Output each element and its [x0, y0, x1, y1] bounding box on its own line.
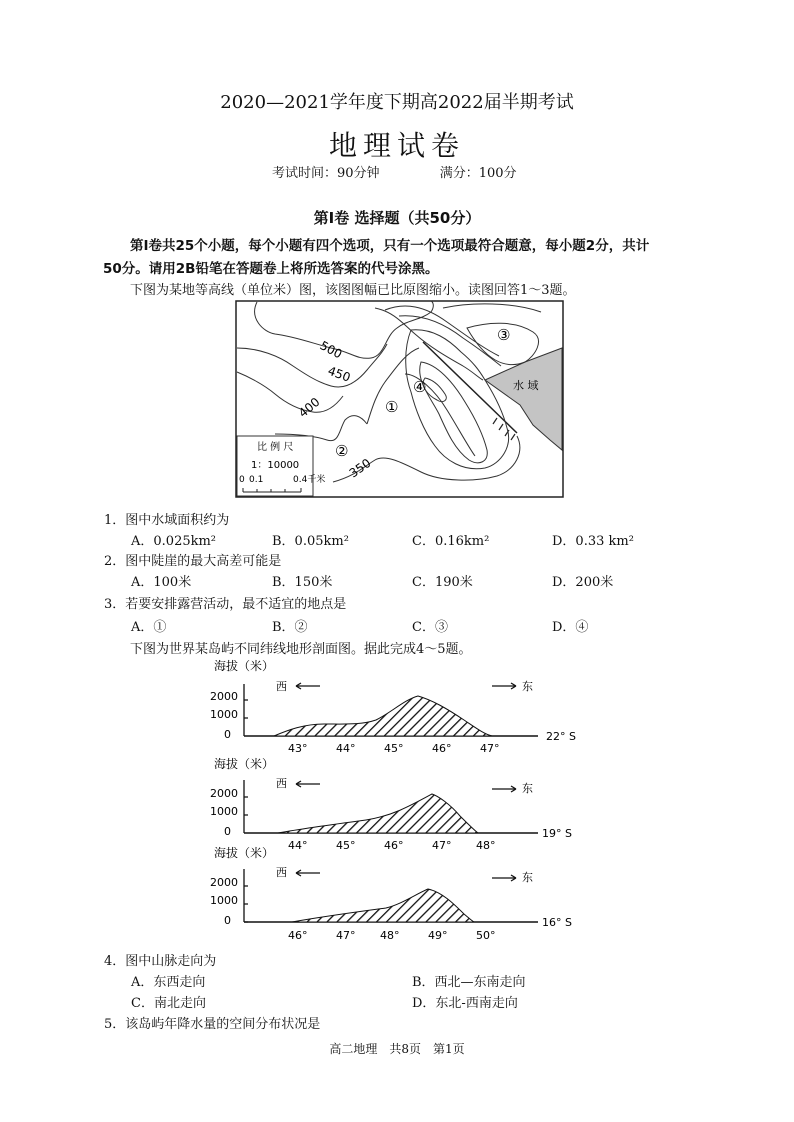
east-label: 东 — [522, 871, 533, 884]
xtick: 44° — [336, 742, 356, 755]
ytick-1000: 1000 — [210, 894, 238, 907]
marker-2: ② — [335, 442, 349, 460]
scale-tick-0: 0 — [239, 475, 245, 485]
marker-4: ④ — [413, 378, 427, 396]
instructions-line1: 第Ⅰ卷共25个小题，每个小题有四个选项，只有一个选项最符合题意，每小题2分，共计 — [130, 238, 650, 254]
exam-time: 考试时间：90分钟 — [272, 166, 380, 181]
terrain-shape — [274, 696, 492, 736]
contour-label-500: 500 — [317, 338, 345, 362]
latitude-label: 16° S — [542, 916, 572, 929]
xtick: 46° — [432, 742, 452, 755]
q3-option-a[interactable]: A．① — [131, 620, 167, 635]
xtick: 45° — [336, 839, 356, 852]
ytick-2000: 2000 — [210, 690, 238, 703]
question-2: 2．图中陡崖的最大高差可能是 — [104, 554, 282, 569]
water-label: 水 域 — [513, 379, 539, 392]
xtick: 46° — [288, 929, 308, 942]
contour-line — [423, 378, 446, 402]
instructions-line2: 50分。请用2B铅笔在答题卷上将所选答案的代号涂黑。 — [103, 261, 439, 277]
section-title: 第Ⅰ卷 选择题（共50分） — [313, 209, 481, 227]
scale-ratio: 1：10000 — [251, 460, 300, 471]
q3-option-d[interactable]: D．④ — [552, 620, 589, 635]
ytick-0: 0 — [224, 914, 231, 927]
east-label: 东 — [522, 782, 533, 795]
west-label: 西 — [276, 680, 287, 693]
q2-option-b[interactable]: B．150米 — [272, 575, 333, 590]
intro-contour: 下图为某地等高线（单位米）图，该图图幅已比原图缩小。读图回答1～3题。 — [130, 283, 576, 298]
intro-profile: 下图为世界某岛屿不同纬线地形剖面图。据此完成4～5题。 — [130, 642, 472, 657]
contour-line — [237, 372, 343, 412]
ytick-1000: 1000 — [210, 805, 238, 818]
exam-score: 满分：100分 — [439, 166, 517, 181]
question-4: 4．图中山脉走向为 — [104, 954, 217, 969]
scale-tick-1: 0.1 — [249, 475, 264, 485]
question-3: 3．若要安排露营活动，最不适宜的地点是 — [104, 597, 347, 612]
xtick: 49° — [428, 929, 448, 942]
xtick: 44° — [288, 839, 308, 852]
q4-option-c[interactable]: C．南北走向 — [131, 996, 206, 1011]
q4-option-b[interactable]: B．西北—东南走向 — [412, 975, 526, 990]
marker-1: ① — [385, 398, 399, 416]
profile-19s — [210, 756, 572, 852]
contour-line — [443, 304, 541, 312]
q4-option-d[interactable]: D．东北-西南走向 — [412, 996, 518, 1011]
xtick: 46° — [384, 839, 404, 852]
scale-tick-2: 0.4千米 — [293, 475, 326, 485]
profile-16s — [210, 845, 572, 942]
xtick: 47° — [336, 929, 356, 942]
question-5: 5．该岛屿年降水量的空间分布状况是 — [104, 1017, 321, 1032]
exam-title: 2020—2021学年度下期高2022届半期考试 — [220, 92, 574, 113]
terrain-shape — [292, 889, 474, 922]
q1-option-a[interactable]: A．0.025km² — [131, 534, 217, 549]
ytick-0: 0 — [224, 825, 231, 838]
west-label: 西 — [276, 866, 287, 879]
q1-option-c[interactable]: C．0.16km² — [412, 534, 490, 549]
q1-option-d[interactable]: D．0.33 km² — [552, 534, 634, 549]
q3-option-b[interactable]: B．② — [272, 620, 308, 635]
xtick: 47° — [432, 839, 452, 852]
contour-label-450: 450 — [325, 363, 353, 385]
xtick: 47° — [480, 742, 500, 755]
latitude-label: 22° S — [546, 730, 576, 743]
q3-option-c[interactable]: C．③ — [412, 620, 448, 635]
profile-22s — [210, 658, 576, 755]
ytick-1000: 1000 — [210, 708, 238, 721]
exam-info — [272, 162, 573, 181]
q2-option-d[interactable]: D．200米 — [552, 575, 614, 590]
contour-label-400: 400 — [295, 394, 323, 421]
question-1: 1．图中水域面积约为 — [104, 513, 230, 528]
ytick-2000: 2000 — [210, 787, 238, 800]
scale-title: 比 例 尺 — [257, 442, 294, 453]
contour-line — [420, 362, 488, 463]
page-footer: 高二地理 共8页 第1页 — [329, 1042, 465, 1056]
q4-option-a[interactable]: A．东西走向 — [131, 975, 206, 990]
marker-3: ③ — [497, 326, 511, 344]
ylabel: 海拔（米） — [214, 659, 275, 673]
xtick: 50° — [476, 929, 496, 942]
xtick: 48° — [380, 929, 400, 942]
subject-title: 地理试卷 — [328, 129, 465, 162]
ylabel: 海拔（米） — [214, 846, 275, 860]
xtick: 43° — [288, 742, 308, 755]
q1-option-b[interactable]: B．0.05km² — [272, 534, 349, 549]
ytick-0: 0 — [224, 728, 231, 741]
ytick-2000: 2000 — [210, 876, 238, 889]
contour-map — [235, 300, 565, 500]
terrain-profiles — [196, 656, 596, 946]
xtick: 48° — [476, 839, 496, 852]
q2-option-c[interactable]: C．190米 — [412, 575, 473, 590]
latitude-label: 19° S — [542, 827, 572, 840]
contour-line — [237, 344, 387, 387]
water-area — [485, 348, 562, 450]
terrain-shape — [278, 794, 478, 833]
ylabel: 海拔（米） — [214, 757, 275, 771]
q2-option-a[interactable]: A．100米 — [131, 575, 192, 590]
contour-label-350: 350 — [346, 455, 374, 481]
contour-line — [375, 308, 483, 380]
east-label: 东 — [522, 680, 533, 693]
west-label: 西 — [276, 777, 287, 790]
xtick: 45° — [384, 742, 404, 755]
